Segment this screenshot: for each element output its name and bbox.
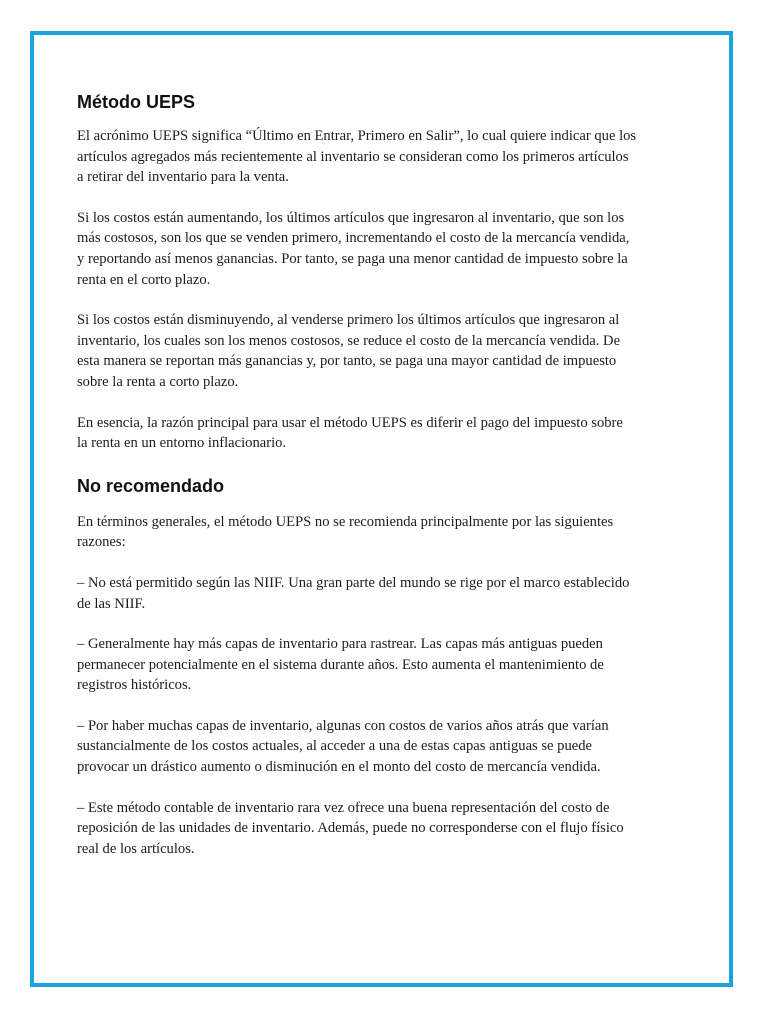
document-body [77,90,637,879]
section-heading-metodo-ueps: Método UEPS [77,92,196,112]
paragraph: Si los costos están disminuyendo, al venderse primero los últimos artículos que ingresaron al inventario, los cuales son los menos costosos, se reduce el costo de la mercancía vendida. De esta manera se reportan más ganancias y, por tanto, se paga una mayor cantidad de impuesto sobre la renta a corto plazo. [77,312,621,390]
paragraph: En esencia, la razón principal para usar el método UEPS es diferir el pago del impuesto sobre la renta en un entorno inflacionario. [77,414,623,452]
paragraph: El acrónimo UEPS significa “Último en Entrar, Primero en Salir”, lo cual quiere indicar que los artículos agregados más recientemente al inventario se consideran como los primeros artículos a retirar del inventario para la venta. [77,128,637,186]
paragraph: En términos generales, el método UEPS no se recomienda principalmente por las siguientes razones: [77,513,614,551]
list-item: – No está permitido según las NIIF. Una gran parte del mundo se rige por el marco establecido de las NIIF. [77,574,630,612]
list-item: – Generalmente hay más capas de inventario para rastrear. Las capas más antiguas pueden permanecer potencialmente en el sistema durante años. Esto aumenta el mantenimiento de registros históricos. [77,636,604,694]
section-heading-no-recomendado: No recomendado [77,475,225,496]
list-item: – Este método contable de inventario rara vez ofrece una buena representación del costo de reposición de las unidades de inventario. Además, puede no corresponderse con el flujo físico real de los artículos. [77,799,624,857]
paragraph: Si los costos están aumentando, los últimos artículos que ingresaron al inventario, que son los más costosos, son los que se venden primero, incrementando el costo de la mercancía vendida, y reportando así menos ganancias. Por tanto, se paga una menor cantidad de impuesto sobre la renta en el corto plazo. [77,209,630,288]
list-item: – Por haber muchas capas de inventario, algunas con costos de varios años atrás que varían sustancialmente de los costos actuales, al acceder a una de estas capas antiguas se puede provocar un drástico aumento o disminución en el monto del costo de mercancía vendida. [77,717,609,776]
